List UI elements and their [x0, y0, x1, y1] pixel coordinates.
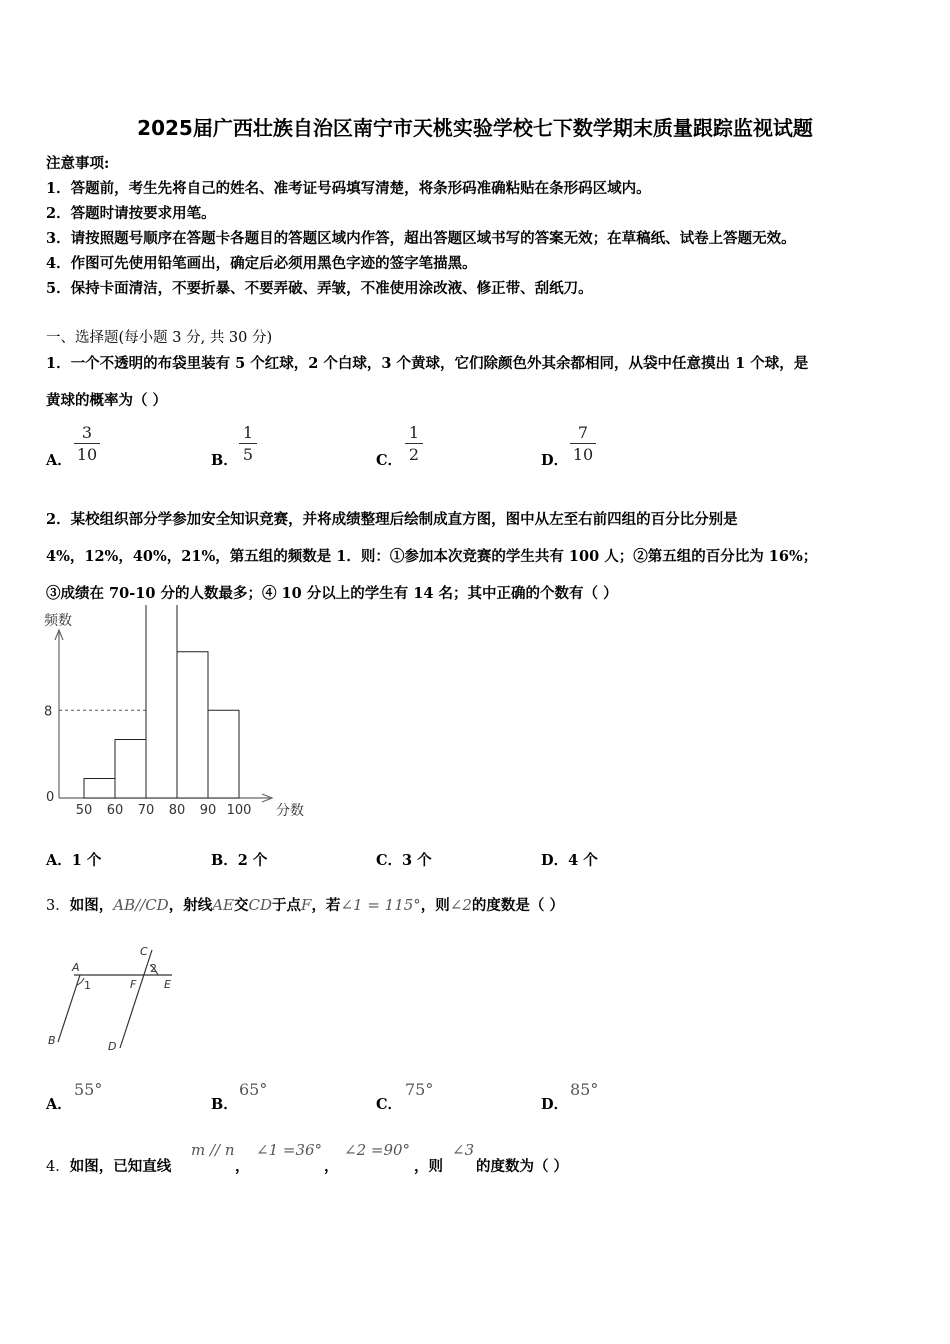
separator: ，	[324, 1158, 339, 1175]
option-value: 65°	[239, 1080, 268, 1099]
question-1-text: 1．一个不透明的布袋里装有 5 个红球，2 个白球，3 个黄球，它们除颜色外其余都相同，从袋中任意摸出 1 个球，是	[46, 355, 809, 372]
x-tick-label: 70	[137, 803, 155, 818]
option-text: C．3 个	[376, 852, 432, 869]
notice-item: 4．作图可先使用铅笔画出，确定后必须用黑色字迹的签字笔描黑。	[46, 255, 477, 272]
y-tick-label: 0	[46, 790, 55, 805]
histogram-bar	[146, 605, 177, 798]
fraction-option-c: $\frac{1}{2}$	[405, 423, 423, 466]
question-2-text: 4%，12%，40%，21%，第五组的频数是 1．则：①参加本次竞赛的学生共有 100 人；②第五组的百分比为 16%；	[46, 548, 818, 565]
option-text: D．4 个	[541, 852, 598, 869]
question-4-text: 4．如图，已知直线	[46, 1158, 172, 1175]
question-2-text: 2．某校组织部分学参加安全知识竞赛，并将成绩整理后绘制成直方图，图中从左至右前四组的百分比分别是	[46, 511, 738, 528]
notice-heading: 注意事项:	[46, 155, 110, 172]
notice-item: 1．答题前，考生先将自己的姓名、准考证号码填写清楚，将条形码准确粘贴在条形码区域内。	[46, 180, 651, 197]
math-angle-3: ∠3	[452, 1141, 475, 1159]
geometry-figure	[44, 940, 184, 1055]
x-tick-label: 100	[226, 803, 252, 818]
histogram-bar	[84, 779, 115, 799]
angle-1-label: 1	[84, 979, 91, 992]
point-b-label: B	[48, 1034, 56, 1047]
x-tick-label: 50	[75, 803, 93, 818]
question-2-text: ③成绩在 70-10 分的人数最多；④ 10 分以上的学生有 14 名；其中正确的个数有（ ）	[46, 585, 618, 602]
x-tick-label: 90	[199, 803, 217, 818]
math-angle-1: ∠1 =36°	[256, 1141, 323, 1159]
option-label: C．	[376, 1096, 403, 1113]
option-label: C．	[376, 452, 403, 469]
point-a-label: A	[72, 961, 80, 974]
line-ab	[58, 975, 80, 1042]
notice-item: 2．答题时请按要求用笔。	[46, 205, 216, 222]
question-4-text: ，则	[414, 1158, 443, 1175]
fraction-option-d: $\frac{7}{10}$	[570, 423, 596, 466]
math-parallel: m // n	[191, 1141, 235, 1159]
option-text: A．1 个	[46, 852, 102, 869]
question-4-text: 的度数为（ ）	[476, 1158, 569, 1175]
option-label: A．	[46, 452, 72, 469]
histogram-bar	[115, 740, 146, 799]
math-angle-2: ∠2 =90°	[344, 1141, 411, 1159]
histogram-chart	[40, 605, 330, 830]
point-c-label: C	[140, 945, 148, 958]
fraction-option-a: $\frac{3}{10}$	[74, 423, 100, 466]
notice-item: 3．请按照题号顺序在答题卡各题目的答题区域内作答，超出答题区域书写的答案无效；在草稿纸、试卷上答题无效。	[46, 230, 796, 247]
option-value: 75°	[405, 1080, 434, 1099]
point-e-label: E	[164, 978, 171, 991]
histogram-bar	[177, 652, 208, 798]
option-value: 85°	[570, 1080, 599, 1099]
page-title: 2025届广西壮族自治区南宁市天桃实验学校七下数学期末质量跟踪监视试题	[137, 116, 813, 140]
separator: ，	[235, 1158, 250, 1175]
question-1-text: 黄球的概率为（ ）	[46, 392, 168, 409]
x-axis-label: 分数	[276, 803, 304, 819]
x-tick-label: 80	[168, 803, 186, 818]
y-axis-label: 频数	[44, 613, 72, 629]
point-f-label: F	[130, 978, 137, 991]
point-d-label: D	[108, 1040, 117, 1053]
option-value: 55°	[74, 1080, 103, 1099]
fraction-option-b: $\frac{1}{5}$	[239, 423, 257, 466]
x-tick-label: 60	[106, 803, 124, 818]
y-tick-label: 8	[44, 704, 53, 720]
option-text: B．2 个	[211, 852, 268, 869]
histogram-bar	[208, 710, 239, 798]
option-label: B．	[211, 452, 238, 469]
option-label: A．	[46, 1096, 72, 1113]
line-cd	[120, 950, 152, 1048]
section-heading: 一、选择题(每小题 3 分, 共 30 分)	[46, 330, 273, 346]
question-3-text: 3．如图，AB//CD，射线AE交CD于点F，若∠1 = 115°，则∠2的度数是（ ）	[46, 896, 564, 914]
option-label: B．	[211, 1096, 238, 1113]
option-label: D．	[541, 1096, 569, 1113]
option-label: D．	[541, 452, 569, 469]
angle-2-label: 2	[150, 962, 157, 975]
notice-item: 5．保持卡面清洁，不要折暴、不要弄破、弄皱，不准使用涂改液、修正带、刮纸刀。	[46, 280, 593, 297]
